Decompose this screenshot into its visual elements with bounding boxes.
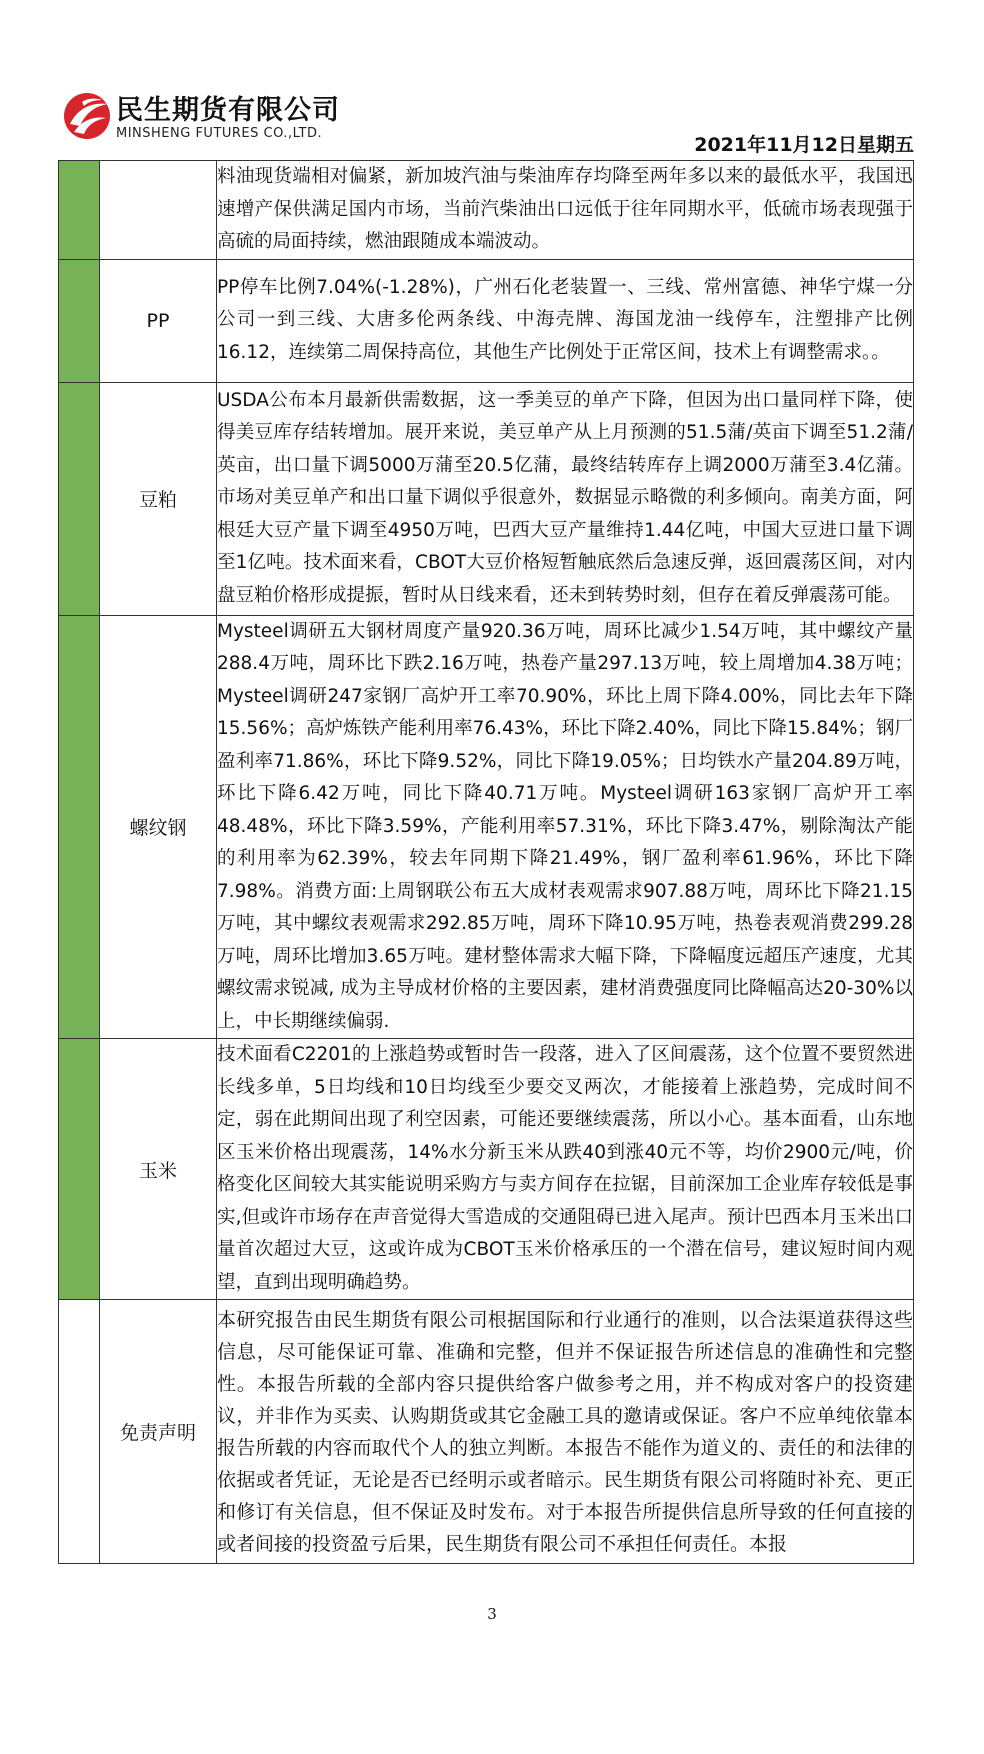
disclaimer-text: 本研究报告由民生期货有限公司根据国际和行业通行的准则，以合法渠道获得这些信息，尽可能保证可靠、准确和完整，但并不保证报告所述信息的准确性和完整性。本报告所载的全部内容只提供给客户做参考之用，并不构成对客户的投资建议，并非作为买卖、认购期货或其它金融工具的邀请或保证。客户不应单纯依靠本报告所载的内容而取代个人的独立判断。本报告不能作为道义的、责任的和法律的依据或者凭证，无论是否已经明示或者暗示。民生期货有限公司将随时补充、更正和修订有关信息，但不保证及时发布。对于本报告所提供信息所导致的任何直接的或者间接的投资盈亏后果，民生期货有限公司不承担任何责任。本报 — [217, 1300, 914, 1564]
category-cell — [59, 382, 100, 615]
report-date: 2021年11月12日星期五 — [694, 134, 914, 156]
category-cell — [59, 615, 100, 1039]
row-label: 玉米 — [100, 1039, 217, 1300]
row-label: 豆粕 — [100, 382, 217, 615]
row-text: Mysteel调研五大钢材周度产量920.36万吨，周环比减少1.54万吨，其中螺纹产量288.4万吨，周环比下跌2.16万吨，热卷产量297.13万吨，较上周增加4.38万吨；Mysteel调研247家钢厂高炉开工率70.90%，环比上周下降4.00%，同比去年下降15.56%；高炉炼铁产能利用率76.43%，环比下降2.40%，同比下降15.84%；钢厂盈利率71.86%，环比下降9.52%，同比下降19.05%；日均铁水产量204.89万吨，环比下降6.42万吨，同比下降40.71万吨。Mysteel调研163家钢厂高炉开工率48.48%，环比下降3.59%，产能利用率57.31%，环比下降3.47%，剔除淘汰产能的利用率为62.39%，较去年同期下降21.49%，钢厂盈利率61.96%，环比下降7.98%。消费方面:上周钢联公布五大成材表观需求907.88万吨，周环比下降21.15万吨，其中螺纹表观需求292.85万吨，周环下降10.95万吨，热卷表观消费299.28万吨，周环比增加3.65万吨。建材整体需求大幅下降，下降幅度远超压产速度，尤其螺纹需求锐减, 成为主导成材价格的主要因素，建材消费强度同比降幅高达20-30%以上，中长期继续偏弱. — [217, 615, 914, 1039]
company-name-cn: 民生期货有限公司 — [116, 95, 340, 126]
category-cell — [59, 1039, 100, 1300]
company-name-en: MINSHENG FUTURES CO.,LTD. — [116, 126, 323, 141]
row-text: 料油现货端相对偏紧，新加坡汽油与柴油库存均降至两年多以来的最低水平，我国迅速增产保供满足国内市场，当前汽柴油出口远低于往年同期水平，低硫市场表现强于高硫的局面持续，燃油跟随成本端波动。 — [217, 161, 914, 260]
row-label: PP — [100, 259, 217, 382]
category-cell — [59, 161, 100, 260]
table-row — [59, 1300, 914, 1564]
page-number: 3 — [487, 1605, 497, 1623]
company-logo — [62, 88, 362, 148]
row-label: 螺纹钢 — [100, 615, 217, 1039]
table-row — [59, 1039, 914, 1300]
commentary-table — [58, 160, 914, 1564]
row-text: 技术面看C2201的上涨趋势或暂时告一段落，进入了区间震荡，这个位置不要贸然进长线多单，5日均线和10日均线至少要交叉两次，才能接着上涨趋势，完成时间不定，弱在此期间出现了利空因素，可能还要继续震荡，所以小心。基本面看，山东地区玉米价格出现震荡，14%水分新玉米从跌40到涨40元不等，均价2900元/吨，价格变化区间较大其实能说明采购方与卖方间存在拉锯，目前深加工企业库存较低是事实,但或许市场存在声音觉得大雪造成的交通阻碍已进入尾声。预计巴西本月玉米出口量首次超过大豆，这或许成为CBOT玉米价格承压的一个潜在信号，建议短时间内观望，直到出现明确趋势。 — [217, 1039, 914, 1300]
page-header — [0, 0, 984, 160]
row-text: USDA公布本月最新供需数据，这一季美豆的单产下降，但因为出口量同样下降，使得美豆库存结转增加。展开来说，美豆单产从上月预测的51.5蒲/英亩下调至51.2蒲/英亩，出口量下调5000万蒲至20.5亿蒲，最终结转库存上调2000万蒲至3.4亿蒲。市场对美豆单产和出口量下调似乎很意外，数据显示略微的利多倾向。南美方面，阿根廷大豆产量下调至4950万吨，巴西大豆产量维持1.44亿吨，中国大豆进口量下调至1亿吨。技术面来看，CBOT大豆价格短暂触底然后急速反弹，返回震荡区间，对内盘豆粕价格形成提振，暂时从日线来看，还未到转势时刻，但存在着反弹震荡可能。 — [217, 382, 914, 615]
row-label — [100, 161, 217, 260]
table-row — [59, 615, 914, 1039]
category-cell — [59, 259, 100, 382]
table-row — [59, 382, 914, 615]
row-label: 免责声明 — [100, 1300, 217, 1564]
row-text: PP停车比例7.04%(-1.28%)，广州石化老装置一、三线、常州富德、神华宁煤一分公司一到三线、大唐多伦两条线、中海壳牌、海国龙油一线停车，注塑排产比例16.12，连续第二周保持高位，其他生产比例处于正常区间，技术上有调整需求。。 — [217, 259, 914, 382]
table-row — [59, 161, 914, 260]
category-cell — [59, 1300, 100, 1564]
table-row — [59, 259, 914, 382]
minsheng-logo-icon — [62, 90, 112, 142]
